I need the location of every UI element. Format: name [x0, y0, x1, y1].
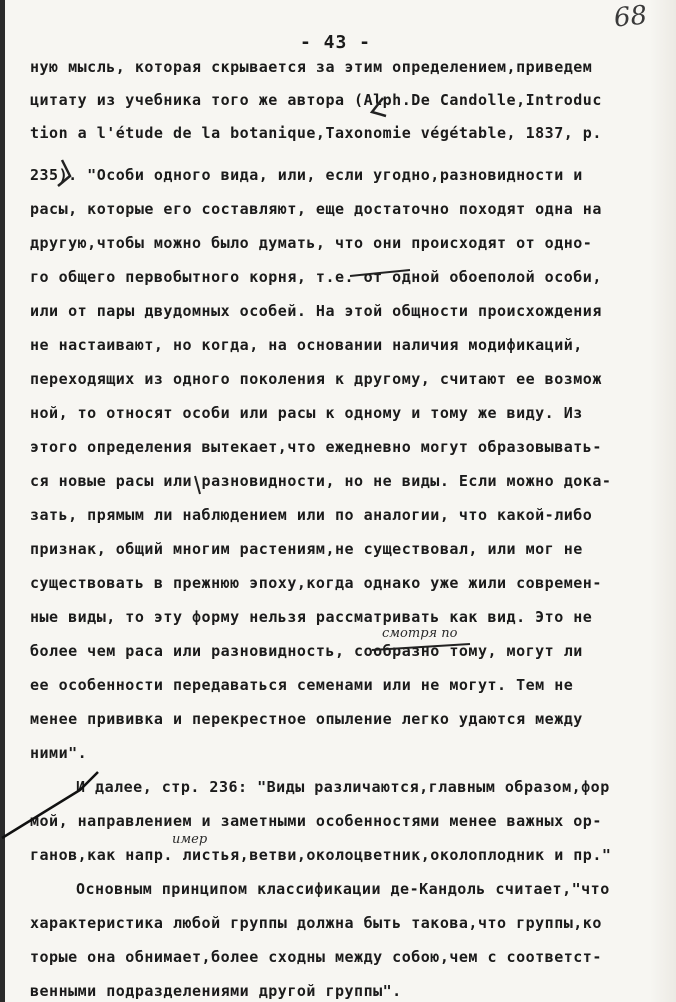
text-line: другую,чтобы можно было думать, что они происходят от одно- [30, 234, 593, 252]
handwritten-annotation: имер [172, 832, 208, 847]
text-line: И далее, стр. 236: "Виды различаются,главным образом,фор [76, 778, 610, 796]
text-line: существовать в прежнюю эпоху,когда однако уже жили современ- [30, 574, 602, 592]
text-line: признак, общий многим растениям,не существовал, или мог не [30, 540, 583, 558]
text-line: ся новые расы или разновидности, но не виды. Если можно дока- [30, 472, 612, 490]
text-line: цитату из учебника того же автора (Alph.De Candolle,Introduc [30, 91, 602, 109]
strike-mark [350, 270, 410, 276]
page-number: - 43 - [300, 32, 372, 53]
text-line: расы, которые его составляют, еще достаточно походят одна на [30, 200, 602, 218]
text-line: переходящих из одного поколения к другому, считают ее возмож [30, 370, 602, 388]
text-line: венными подразделениями другой группы". [30, 982, 402, 1000]
handwritten-folio-number: 68 [612, 0, 649, 34]
text-line: этого определения вытекает,что ежедневно могут образовывать- [30, 438, 602, 456]
margin-pen-line [2, 772, 98, 838]
text-line: мой, направлением и заметными особенностями менее важных ор- [30, 812, 602, 830]
bracket-open-mark [372, 98, 386, 116]
text-line: ные виды, то эту форму нельзя рассматривать как вид. Это не [30, 608, 593, 626]
insertion-caret-mark [195, 476, 200, 494]
text-line: Основным принципом классификации де-Кандоль считает,"что [76, 880, 610, 898]
text-line: го общего первобытного корня, т.е. от одной обоеполой особи, [30, 268, 602, 286]
text-line: характеристика любой группы должна быть такова,что группы,ко [30, 914, 602, 932]
text-line: ную мысль, которая скрывается за этим определением,приведем [30, 58, 593, 76]
text-line: не настаивают, но когда, на основании наличия модификаций, [30, 336, 583, 354]
strike-mark [372, 644, 470, 650]
text-line: 235). "Особи одного вида, или, если угодно,разновидности и [30, 166, 583, 184]
text-line: tion a l'étude de la botanique,Taxonomie végétable, 1837, p. [30, 124, 602, 142]
text-line: зать, прямым ли наблюдением или по аналогии, что какой-либо [30, 506, 593, 524]
text-line: менее прививка и перекрестное опыление легко удаются между [30, 710, 583, 728]
bracket-close-mark [58, 160, 70, 186]
text-line: ной, то относят особи или расы к одному и тому же виду. Из [30, 404, 583, 422]
text-line: ними". [30, 744, 88, 762]
text-line: ганов,как напр. листья,ветви,околоцветник,околоплодник и пр." [30, 846, 612, 864]
handwritten-annotation: смотря по [382, 626, 458, 641]
text-line: торые она обнимает,более сходны между собою,чем с соответст- [30, 948, 602, 966]
text-line: более чем раса или разновидность, сообразно тому, могут ли [30, 642, 583, 660]
text-line: ее особенности передаваться семенами или не могут. Тем не [30, 676, 574, 694]
text-line: или от пары двудомных особей. На этой общности происхождения [30, 302, 602, 320]
